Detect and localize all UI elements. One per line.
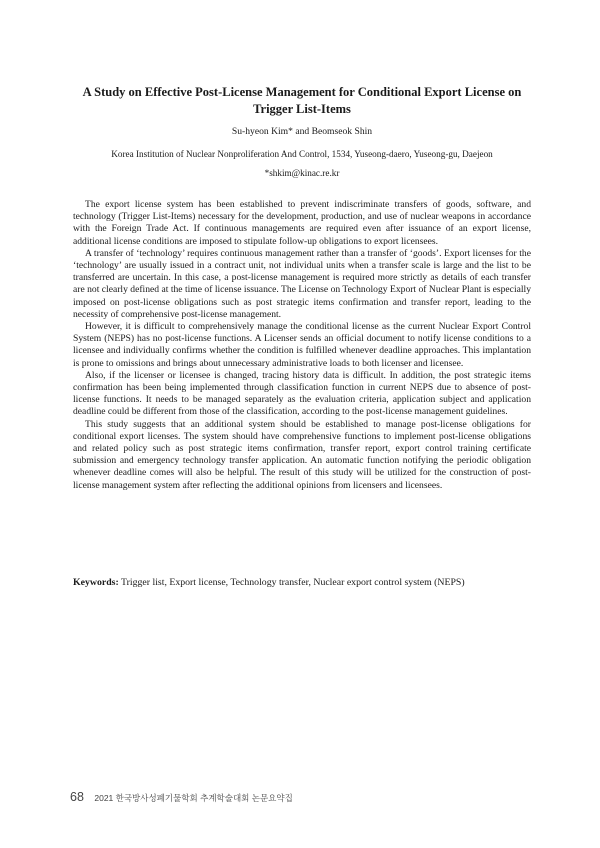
paragraph-3: However, it is difficult to comprehensively manage the conditional license as the current Nuclear Export Control System (NEPS) has no post-license functions. A Licenser sends an official document to notify license conditions to a licensee and individually confirms whether the condition is fulfilled whenever deadline approaches. This implantation is prone to omissions and brings about unnecessary administrative loads to both licenser and licensee. <box>73 321 531 369</box>
affiliation-line: Korea Institution of Nuclear Nonproliferation And Control, 1534, Yuseong-daero, Yuseong-gu, Daejeon <box>111 149 493 159</box>
paragraph-1: The export license system has been established to prevent indiscriminate transfers of goods, software, and technology (Trigger List-Items) necessary for the development, production, and use of nuclear weapons in accordance with the Foreign Trade Act. If continuous managements are required even after issuance of an export license, additional license conditions are imposed to stipulate follow-up obligations to export licensees. <box>73 199 531 247</box>
paragraph-4: Also, if the licenser or licensee is changed, tracing history data is difficult. In addition, the post strategic items confirmation has been being implemented through classification function in current NEPS due to absence of post-license functions. It needs to be managed separately as the evaluation criteria, application subject and application deadline could be different from those of the classification, according to the post-license management guidelines. <box>73 369 531 418</box>
email-line: *shkim@kinac.re.kr <box>264 168 340 178</box>
page-footer <box>70 788 470 804</box>
abstract-body <box>73 199 531 492</box>
keywords-list: Trigger list, Export license, Technology transfer, Nuclear export control system (NEPS) <box>118 577 465 588</box>
conference-name: 2021 한국방사성폐기물학회 추계학술대회 논문요약집 <box>94 793 293 803</box>
author-line: Su-hyeon Kim* and Beomseok Shin <box>231 126 373 137</box>
page-number: 68 <box>70 790 84 804</box>
paper-title: A Study on Effective Post-License Management for Conditional Export License on Trigger List-Items <box>82 85 522 116</box>
keywords-label: Keywords: <box>73 577 119 588</box>
paragraph-2: A transfer of ‘technology’ requires continuous management rather than a transfer of ‘goods’. Export licenses for the ‘technology’ are usually issued in a contract unit, not individual units when a transfer scale is large and the list to be transferred are uncertain. In this case, a post-license management is required more strictly as details of each transfer are not clearly defined at the time of license issuance. The License on Technology Export of Nuclear Plant is especially imposed on post-license obligations such as post strategic items confirmation and transfer report, leading to the necessity of comprehensive post-license management. <box>73 247 531 320</box>
paragraph-5: This study suggests that an additional system should be established to manage post-license obligations for conditional export licenses. The system should have comprehensive functions to implement post-license obligations and related policy such as post strategic items confirmation, transfer report, export control training certificate submission and emergency technology transfer application. An automatic function notifying the periodic obligation whenever deadline comes will also be helpful. The result of this study will be utilized for the construction of post-license management system after reflecting the additional opinions from licensers and licensees. <box>73 418 531 491</box>
keywords-line <box>73 577 531 589</box>
